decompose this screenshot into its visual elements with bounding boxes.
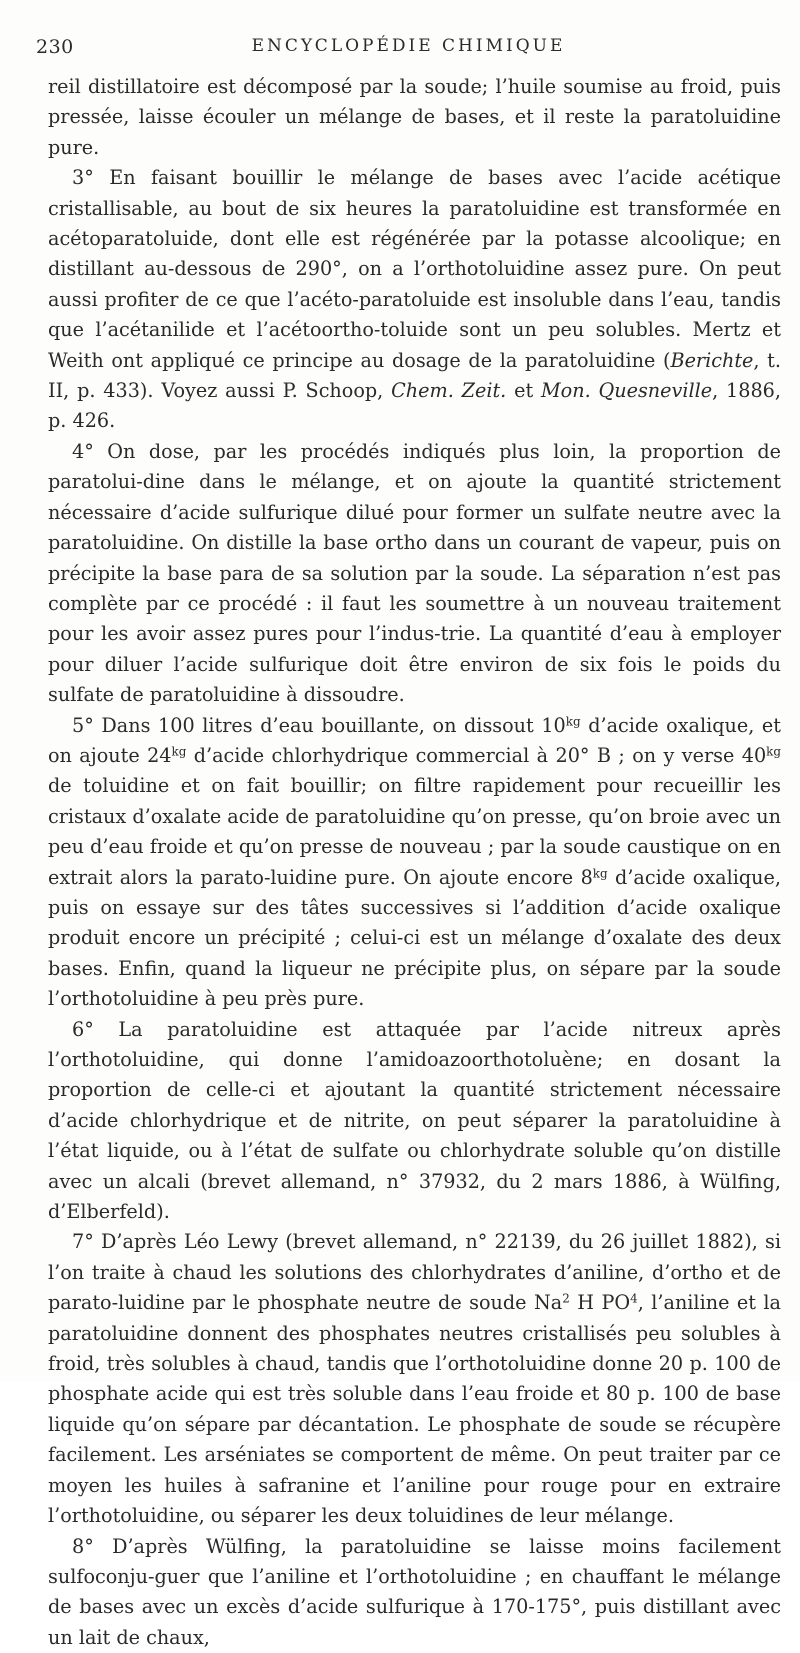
text-run: et bbox=[506, 379, 541, 402]
paragraph-p-cont: reil distillatoire est décomposé par la soude; l’huile soumise au froid, puis pressée, laisse écouler un mélange de bases, et il reste la paratoluidine pure. bbox=[48, 72, 781, 163]
text-run: d’acide oxalique, et on ajoute 24 bbox=[48, 714, 781, 767]
superscript: kg bbox=[593, 866, 608, 880]
text-run: , l’aniline et la paratoluidine donnent des phosphates neutres cristallisés peu solubles à froid, très solubles à chaud, tandis que l’orthotoluidine donne 20 p. 100 de phosphate acide qui est très soluble dans l’eau froide et 80 p. 100 de base liquide qu’on sépare par décantation. Le phosphate de soude se récupère facilement. Les arséniates se comportent de même. On peut traiter par ce moyen les huiles à safranine et l’aniline pour rouge pour en extraire l’orthotoluidine, ou séparer les deux toluidines de leur mélange. bbox=[48, 1291, 781, 1527]
text-run: d’acide chlorhydrique commercial à 20° B ; on y verse 40 bbox=[186, 744, 766, 767]
text-run: 5° Dans 100 litres d’eau bouillante, on dissout 10 bbox=[72, 714, 566, 737]
running-title: ENCYCLOPÉDIE CHIMIQUE bbox=[36, 36, 781, 56]
paragraph-p8: 8° D’après Wülfing, la paratoluidine se laisse moins facilement sulfoconju-guer que l’aniline et l’orthotoluidine ; en chauffant le mélange de bases avec un excès d’acide sulfurique à 170-175°, puis distillant avec un lait de chaux, bbox=[48, 1532, 781, 1653]
superscript: kg bbox=[566, 714, 581, 728]
text-run: de toluidine et on fait bouillir; on filtre rapidement pour recueillir les cristaux d’oxalate acide de paratoluidine qu’on presse, qu’on broie avec un peu d’eau froide et qu’on presse de nouveau ; par la soude caustique on en extrait alors la parato-luidine pure. On ajoute encore 8 bbox=[48, 774, 781, 888]
body-text bbox=[48, 72, 781, 1653]
superscript: 2 bbox=[562, 1292, 570, 1306]
text-run: , 1886, p. 426. bbox=[48, 379, 781, 432]
text-run: 7° D’après Léo Lewy (brevet allemand, n° 22139, du 26 juillet 1882), si l’on traite à chaud les solutions des chlorhydrates d’aniline, d’ortho et de parato-luidine par le phosphate neutre de soude Na bbox=[48, 1230, 781, 1314]
text-run: d’acide oxalique, puis on essaye sur des tâtes successives si l’addition d’acide oxalique produit encore un précipité ; celui-ci est un mélange d’oxalate des deux bases. Enfin, quand la liqueur ne précipite plus, on sépare par la soude l’orthotoluidine à peu près pure. bbox=[48, 866, 781, 1011]
superscript: kg bbox=[766, 744, 781, 758]
paragraph-p3 bbox=[48, 163, 781, 437]
page-header bbox=[36, 36, 781, 64]
paragraph-p5 bbox=[48, 711, 781, 1015]
paragraph-p4: 4° On dose, par les procédés indiqués plus loin, la proportion de paratolui-dine dans le mélange, et on ajoute la quantité strictement nécessaire d’acide sulfurique dilué pour former un sulfate neutre avec la paratoluidine. On distille la base ortho dans un courant de vapeur, puis on précipite la base para de sa solution par la soude. La séparation n’est pas complète par ce procédé : il faut les soumettre à un nouveau traitement pour les avoir assez pures pour l’indus-trie. La quantité d’eau à employer pour diluer l’acide sulfurique doit être environ de six fois le poids du sulfate de paratoluidine à dissoudre. bbox=[48, 437, 781, 711]
text-run: , t. II, p. 433). Voyez aussi P. Schoop, bbox=[48, 349, 781, 402]
superscript: 4 bbox=[630, 1292, 638, 1306]
paragraph-p6: 6° La paratoluidine est attaquée par l’acide nitreux après l’orthotoluidine, qui donne l’amidoazoorthotoluène; en dosant la proportion de celle-ci et ajoutant la quantité strictement nécessaire d’acide chlorhydrique et de nitrite, on peut séparer la paratoluidine à l’état liquide, ou à l’état de sulfate ou chlorhydrate soluble qu’on distille avec un alcali (brevet allemand, n° 37932, du 2 mars 1886, à Wülfing, d’Elberfeld). bbox=[48, 1015, 781, 1228]
italic-citation: Mon. Quesneville bbox=[541, 379, 712, 402]
italic-citation: Berichte bbox=[670, 349, 753, 372]
superscript: kg bbox=[171, 744, 186, 758]
paragraph-p7 bbox=[48, 1227, 781, 1531]
text-run: H PO bbox=[570, 1291, 630, 1314]
page-number: 230 bbox=[36, 36, 74, 58]
italic-citation: Chem. Zeit. bbox=[391, 379, 506, 402]
text-run: 3° En faisant bouillir le mélange de bases avec l’acide acétique cristallisable, au bout de six heures la paratoluidine est transformée en acétoparatoluide, dont elle est régénérée par la potasse alcoolique; en distillant au-dessous de 290°, on a l’orthotoluidine assez pure. On peut aussi profiter de ce que l’acéto-paratoluide est insoluble dans l’eau, tandis que l’acétanilide et l’acétoortho-toluide sont un peu solubles. Mertz et Weith ont appliqué ce principe au dosage de la paratoluidine ( bbox=[48, 166, 781, 371]
